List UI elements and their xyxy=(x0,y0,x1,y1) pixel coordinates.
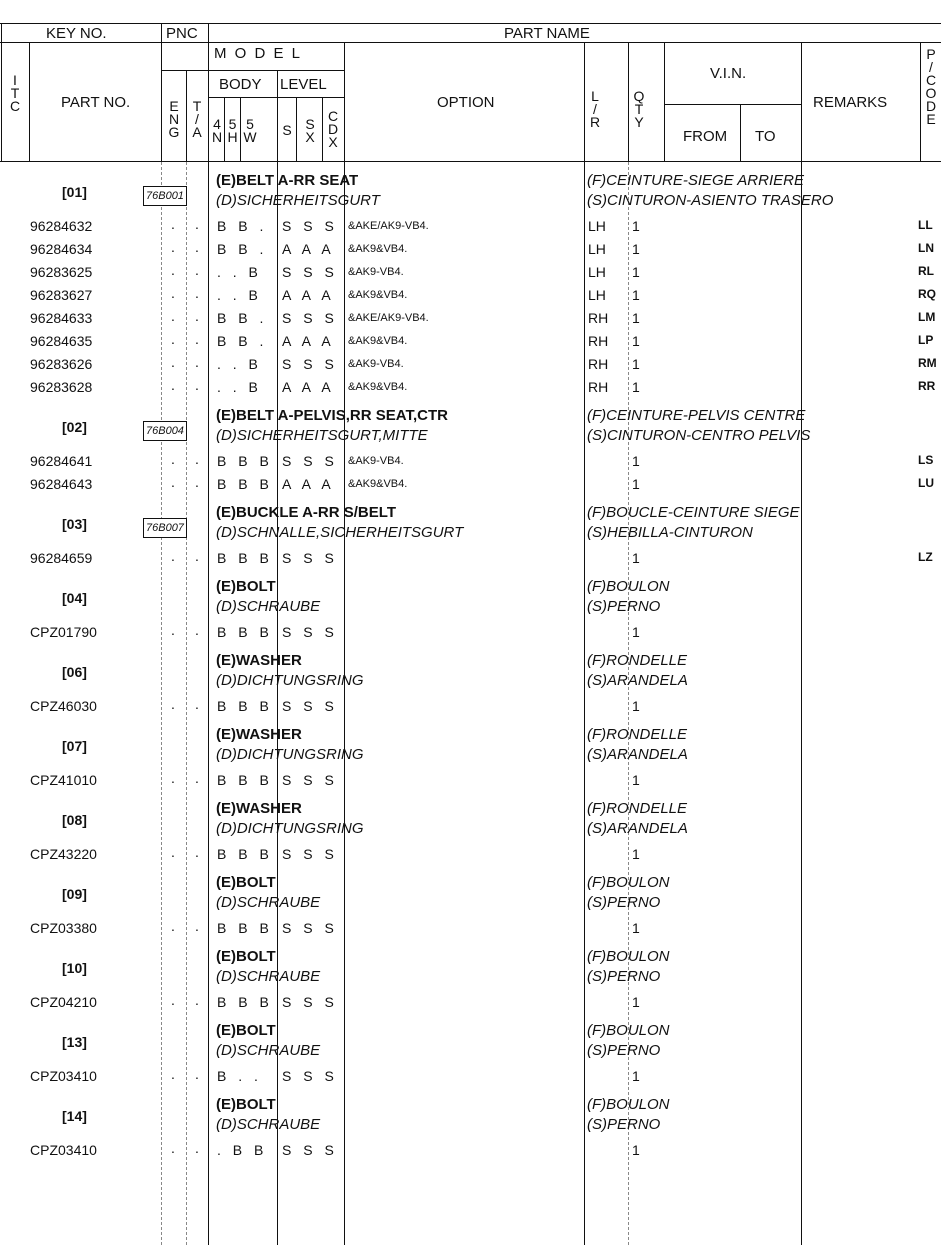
option-value: &AK9&VB4. xyxy=(348,478,408,490)
qty-value: 1 xyxy=(632,772,640,788)
body-value: B B B xyxy=(217,846,273,862)
part-number: 96284643 xyxy=(30,476,93,492)
part-number: 96284632 xyxy=(30,218,93,234)
pcode-value: LL xyxy=(918,218,933,232)
col-line-option xyxy=(344,162,345,1245)
part-number: 96284659 xyxy=(30,550,93,566)
part-name-de: (D)SCHRAUBE xyxy=(216,598,321,615)
pcode-value: LS xyxy=(918,453,934,467)
left-border xyxy=(1,23,2,161)
ta-value: . xyxy=(195,285,199,301)
ta-value: . xyxy=(195,308,199,324)
lr-qty-divider xyxy=(628,42,629,161)
ta-value: . xyxy=(195,331,199,347)
qty-value: 1 xyxy=(632,624,640,640)
eng-value: . xyxy=(171,992,175,1008)
qty-value: 1 xyxy=(632,241,640,257)
level-value: S S S xyxy=(282,624,338,640)
level-value: A A A xyxy=(282,241,335,257)
part-name-fr: (F)CEINTURE-SIEGE ARRIERE xyxy=(587,172,804,189)
part-name-fr: (F)RONDELLE xyxy=(587,800,688,817)
lr-value: RH xyxy=(588,356,609,372)
body-value: B . . xyxy=(217,1068,262,1084)
part-name-es: (S)PERNO xyxy=(587,968,661,985)
part-name-de: (D)SCHRAUBE xyxy=(216,968,321,985)
qty-value: 1 xyxy=(632,356,640,372)
eng-value: . xyxy=(171,844,175,860)
pcode-value: LU xyxy=(918,476,934,490)
body-value: B B B xyxy=(217,920,273,936)
lr-value: RH xyxy=(588,333,609,349)
level-value: A A A xyxy=(282,379,335,395)
part-name-de: (D)SCHRAUBE xyxy=(216,1116,321,1133)
part-number: CPZ03410 xyxy=(30,1142,97,1158)
body-col-5w: 5 W xyxy=(243,116,257,145)
from-header: FROM xyxy=(683,128,728,145)
level-value: S S S xyxy=(282,846,338,862)
qty-vin-divider xyxy=(664,42,665,161)
qty-value: 1 xyxy=(632,333,640,349)
vin-header: V.I.N. xyxy=(710,65,747,82)
body-col-5h: 5 H xyxy=(227,116,238,145)
eng-value: . xyxy=(171,548,175,564)
body-value: . . B xyxy=(217,264,262,280)
eng-value: . xyxy=(171,474,175,490)
part-name-fr: (F)BOULON xyxy=(587,1096,670,1113)
body-value: B B . xyxy=(217,218,268,234)
eng-value: . xyxy=(171,451,175,467)
pnc-header: PNC xyxy=(166,25,198,42)
level-value: S S S xyxy=(282,1068,338,1084)
col-line-qty xyxy=(628,162,629,1245)
part-name-de: (D)SCHRAUBE xyxy=(216,1042,321,1059)
part-name-es: (S)PERNO xyxy=(587,598,661,615)
ta-value: . xyxy=(195,992,199,1008)
eng-value: . xyxy=(171,354,175,370)
key-no: [06] xyxy=(62,664,87,680)
ta-value: . xyxy=(195,770,199,786)
qty-value: 1 xyxy=(632,287,640,303)
part-name-fr: (F)BOULON xyxy=(587,948,670,965)
col-line-lr xyxy=(584,162,585,1245)
lr-value: LH xyxy=(588,218,606,234)
option-value: &AK9&VB4. xyxy=(348,289,408,301)
body-value: . . B xyxy=(217,356,262,372)
partno-divider xyxy=(161,23,162,161)
part-name-de: (D)DICHTUNGSRING xyxy=(216,746,364,763)
part-number: CPZ43220 xyxy=(30,846,97,862)
model-header: M O D E L xyxy=(214,45,303,62)
body-value: B B B xyxy=(217,994,273,1010)
header-row1-rule xyxy=(0,42,941,43)
part-name-es: (S)CINTURON-CENTRO PELVIS xyxy=(587,427,811,444)
eng-value: . xyxy=(171,696,175,712)
key-no-header: KEY NO. xyxy=(46,25,107,42)
level-value: S S S xyxy=(282,218,338,234)
body-divider-2 xyxy=(240,97,241,161)
level-value: S S S xyxy=(282,1142,338,1158)
pcode-value: RL xyxy=(918,264,934,278)
eng-header: E N G xyxy=(168,98,180,140)
level-value: S S S xyxy=(282,772,338,788)
eng-value: . xyxy=(171,262,175,278)
part-number: CPZ01790 xyxy=(30,624,97,640)
level-value: S S S xyxy=(282,550,338,566)
lr-value: LH xyxy=(588,287,606,303)
part-name-en: (E)BOLT xyxy=(216,1022,276,1039)
eng-value: . xyxy=(171,331,175,347)
level-col-s: S xyxy=(282,122,292,138)
eng-value: . xyxy=(171,308,175,324)
pcode-value: LN xyxy=(918,241,934,255)
part-name-es: (S)PERNO xyxy=(587,1116,661,1133)
part-name-es: (S)ARANDELA xyxy=(587,820,688,837)
qty-value: 1 xyxy=(632,310,640,326)
level-value: S S S xyxy=(282,310,338,326)
option-lr-divider xyxy=(584,42,585,161)
key-no: [02] xyxy=(62,419,87,435)
qty-value: 1 xyxy=(632,379,640,395)
ta-header: T / A xyxy=(192,98,202,140)
pnc-divider xyxy=(208,23,209,161)
lr-value: RH xyxy=(588,379,609,395)
part-number: CPZ03380 xyxy=(30,920,97,936)
part-name-de: (D)DICHTUNGSRING xyxy=(216,672,364,689)
level-divider-1 xyxy=(296,97,297,161)
part-name-es: (S)PERNO xyxy=(587,1042,661,1059)
part-name-de: (D)SICHERHEITSGURT xyxy=(216,192,380,209)
part-name-en: (E)BOLT xyxy=(216,948,276,965)
col-line-partno xyxy=(161,162,162,1245)
part-name-es: (S)ARANDELA xyxy=(587,746,688,763)
key-no: [09] xyxy=(62,886,87,902)
part-number: CPZ41010 xyxy=(30,772,97,788)
part-number: 96283627 xyxy=(30,287,93,303)
body-value: . B B xyxy=(217,1142,268,1158)
vin-remarks-divider xyxy=(801,42,802,161)
body-value: B B B xyxy=(217,550,273,566)
part-name-fr: (F)BOUCLE-CEINTURE SIEGE xyxy=(587,504,800,521)
eng-value: . xyxy=(171,285,175,301)
pcode-value: LM xyxy=(918,310,936,324)
part-name-de: (D)SCHRAUBE xyxy=(216,894,321,911)
ta-value: . xyxy=(195,239,199,255)
pcode-value: LP xyxy=(918,333,934,347)
eng-value: . xyxy=(171,770,175,786)
part-name-en: (E)BUCKLE A-RR S/BELT xyxy=(216,504,396,521)
key-no: [04] xyxy=(62,590,87,606)
body-value: B B . xyxy=(217,310,268,326)
eng-value: . xyxy=(171,216,175,232)
col-line-remarks xyxy=(801,162,802,1245)
eng-value: . xyxy=(171,239,175,255)
part-name-en: (E)BOLT xyxy=(216,578,276,595)
remarks-pcode-divider xyxy=(920,42,921,161)
level-value: S S S xyxy=(282,264,338,280)
remarks-header: REMARKS xyxy=(813,94,888,111)
pcode-value: RQ xyxy=(918,287,936,301)
level-col-sx: S X xyxy=(305,116,315,145)
part-no-header: PART NO. xyxy=(61,94,131,111)
option-value: &AKE/AK9-VB4. xyxy=(348,220,429,232)
part-name-de: (D)SCHNALLE,SICHERHEITSGURT xyxy=(216,524,464,541)
body-level-rule xyxy=(208,97,344,98)
key-no: [10] xyxy=(62,960,87,976)
body-value: B B B xyxy=(217,772,273,788)
level-value: S S S xyxy=(282,453,338,469)
ta-value: . xyxy=(195,216,199,232)
ta-value: . xyxy=(195,262,199,278)
eng-divider xyxy=(186,70,187,161)
level-value: S S S xyxy=(282,920,338,936)
itc-header: I T C xyxy=(9,72,21,114)
part-number: 96284635 xyxy=(30,333,93,349)
body-value: B B B xyxy=(217,698,273,714)
vin-rule xyxy=(664,104,801,105)
key-no: [07] xyxy=(62,738,87,754)
part-number: CPZ46030 xyxy=(30,698,97,714)
level-value: A A A xyxy=(282,476,335,492)
eng-value: . xyxy=(171,622,175,638)
part-name-fr: (F)RONDELLE xyxy=(587,652,688,669)
header-top-rule xyxy=(0,23,941,24)
level-value: A A A xyxy=(282,333,335,349)
ta-value: . xyxy=(195,696,199,712)
lr-header: L / R xyxy=(589,88,601,130)
eng-value: . xyxy=(171,918,175,934)
pcode-value: LZ xyxy=(918,550,933,564)
body-value: . . B xyxy=(217,287,262,303)
level-col-cdx: C D X xyxy=(327,108,339,150)
body-value: B B B xyxy=(217,624,273,640)
part-name-en: (E)BELT A-PELVIS,RR SEAT,CTR xyxy=(216,407,448,424)
option-value: &AKE/AK9-VB4. xyxy=(348,312,429,324)
part-number: 96284633 xyxy=(30,310,93,326)
part-name-en: (E)BOLT xyxy=(216,1096,276,1113)
option-header: OPTION xyxy=(437,94,495,111)
body-value: . . B xyxy=(217,379,262,395)
option-value: &AK9-VB4. xyxy=(348,455,404,467)
qty-value: 1 xyxy=(632,1142,640,1158)
option-value: &AK9-VB4. xyxy=(348,358,404,370)
body-value: B B . xyxy=(217,241,268,257)
part-name-de: (D)SICHERHEITSGURT,MITTE xyxy=(216,427,428,444)
lr-value: RH xyxy=(588,310,609,326)
qty-value: 1 xyxy=(632,550,640,566)
key-no: [03] xyxy=(62,516,87,532)
body-col-4n: 4 N xyxy=(211,116,223,145)
qty-value: 1 xyxy=(632,1068,640,1084)
qty-value: 1 xyxy=(632,218,640,234)
body-value: B B B xyxy=(217,476,273,492)
option-value: &AK9&VB4. xyxy=(348,335,408,347)
level-value: S S S xyxy=(282,698,338,714)
part-number: 96284634 xyxy=(30,241,93,257)
model-rule xyxy=(161,70,344,71)
qty-value: 1 xyxy=(632,698,640,714)
ta-value: . xyxy=(195,474,199,490)
eng-value: . xyxy=(171,1140,175,1156)
part-name-fr: (F)BOULON xyxy=(587,1022,670,1039)
qty-value: 1 xyxy=(632,476,640,492)
ta-value: . xyxy=(195,1140,199,1156)
ta-value: . xyxy=(195,354,199,370)
lr-value: LH xyxy=(588,264,606,280)
part-name-fr: (F)BOULON xyxy=(587,874,670,891)
option-value: &AK9&VB4. xyxy=(348,381,408,393)
key-no: [14] xyxy=(62,1108,87,1124)
part-name-es: (S)HEBILLA-CINTURON xyxy=(587,524,753,541)
col-line-pnc xyxy=(208,162,209,1245)
body-header: BODY xyxy=(219,76,262,93)
part-name-fr: (F)RONDELLE xyxy=(587,726,688,743)
part-name-en: (E)BELT A-RR SEAT xyxy=(216,172,359,189)
part-name-fr: (F)BOULON xyxy=(587,578,670,595)
option-value: &AK9&VB4. xyxy=(348,243,408,255)
key-no: [13] xyxy=(62,1034,87,1050)
ta-value: . xyxy=(195,918,199,934)
body-value: B B . xyxy=(217,333,268,349)
header-bottom-rule xyxy=(0,161,941,162)
from-to-divider xyxy=(740,104,741,161)
pnc-code: 76B007 xyxy=(143,518,187,538)
part-name-fr: (F)CEINTURE-PELVIS CENTRE xyxy=(587,407,806,424)
part-name-header: PART NAME xyxy=(504,25,590,42)
qty-value: 1 xyxy=(632,846,640,862)
ta-value: . xyxy=(195,451,199,467)
part-name-en: (E)WASHER xyxy=(216,652,302,669)
part-number: 96283625 xyxy=(30,264,93,280)
to-header: TO xyxy=(755,128,776,145)
level-value: A A A xyxy=(282,287,335,303)
pcode-value: RR xyxy=(918,379,936,393)
part-name-es: (S)CINTURON-ASIENTO TRASERO xyxy=(587,192,834,209)
ta-value: . xyxy=(195,844,199,860)
qty-header: Q T Y xyxy=(633,88,645,130)
body-value: B B B xyxy=(217,453,273,469)
part-name-en: (E)WASHER xyxy=(216,726,302,743)
level-header: LEVEL xyxy=(280,76,327,93)
part-name-es: (S)PERNO xyxy=(587,894,661,911)
eng-value: . xyxy=(171,1066,175,1082)
col-line-eng xyxy=(186,162,187,1245)
key-no: [01] xyxy=(62,184,87,200)
part-number: CPZ04210 xyxy=(30,994,97,1010)
ta-value: . xyxy=(195,377,199,393)
lr-value: LH xyxy=(588,241,606,257)
itc-divider xyxy=(29,42,30,161)
part-name-en: (E)WASHER xyxy=(216,800,302,817)
ta-value: . xyxy=(195,622,199,638)
level-value: S S S xyxy=(282,994,338,1010)
part-number: CPZ03410 xyxy=(30,1068,97,1084)
qty-value: 1 xyxy=(632,994,640,1010)
pnc-code: 76B001 xyxy=(143,186,187,206)
pcode-header: P / C O D E xyxy=(925,46,937,127)
key-no: [08] xyxy=(62,812,87,828)
pnc-code: 76B004 xyxy=(143,421,187,441)
level-value: S S S xyxy=(282,356,338,372)
pcode-value: RM xyxy=(918,356,937,370)
ta-value: . xyxy=(195,1066,199,1082)
ta-value: . xyxy=(195,548,199,564)
body-level-divider xyxy=(277,70,278,161)
qty-value: 1 xyxy=(632,920,640,936)
part-number: 96283628 xyxy=(30,379,93,395)
part-name-de: (D)DICHTUNGSRING xyxy=(216,820,364,837)
part-name-es: (S)ARANDELA xyxy=(587,672,688,689)
part-number: 96284641 xyxy=(30,453,93,469)
part-number: 96283626 xyxy=(30,356,93,372)
qty-value: 1 xyxy=(632,264,640,280)
option-value: &AK9-VB4. xyxy=(348,266,404,278)
model-option-divider xyxy=(344,42,345,161)
qty-value: 1 xyxy=(632,453,640,469)
eng-value: . xyxy=(171,377,175,393)
col-line-body xyxy=(277,162,278,1245)
part-name-en: (E)BOLT xyxy=(216,874,276,891)
